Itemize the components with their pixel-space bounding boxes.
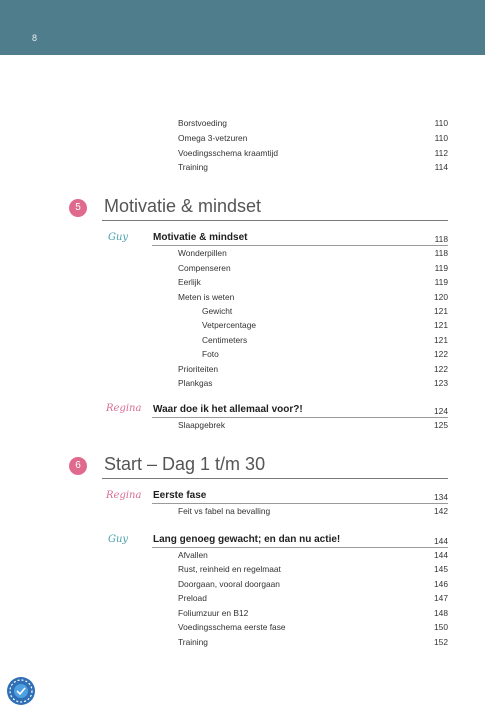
toc-entry[interactable]: Preload: [178, 593, 207, 603]
chapter-divider: [102, 478, 448, 479]
toc-entry-page: 125: [434, 420, 448, 430]
toc-entry-page: 119: [434, 277, 448, 287]
toc-entry-page: 147: [434, 593, 448, 603]
section-title[interactable]: Motivatie & mindset: [153, 232, 248, 243]
toc-entry-page: 121: [434, 320, 448, 330]
toc-entry-page: 150: [434, 622, 448, 632]
toc-entry-page: 110: [434, 118, 448, 128]
toc-entry[interactable]: Training: [178, 637, 208, 647]
toc-entry-page: 120: [434, 292, 448, 302]
toc-subentry[interactable]: Foto: [202, 349, 219, 359]
toc-entry[interactable]: Wonderpillen: [178, 248, 227, 258]
section-page: 144: [434, 536, 448, 546]
toc-entry-page: 122: [434, 349, 448, 359]
chapter-title[interactable]: Start – Dag 1 t/m 30: [104, 454, 266, 474]
header-band: [0, 0, 485, 55]
toc-entry-page: 123: [434, 378, 448, 388]
section-title[interactable]: Lang genoeg gewacht; en dan nu actie!: [153, 534, 341, 545]
chapter-number-badge: 6: [69, 457, 87, 475]
toc-entry-page: 121: [434, 335, 448, 345]
toc-entry[interactable]: Plankgas: [178, 378, 213, 388]
toc-entry-page: 122: [434, 364, 448, 374]
author-label-regina: Regina: [106, 403, 142, 414]
toc-entry-page: 118: [434, 248, 448, 258]
toc-entry[interactable]: Afvallen: [178, 550, 208, 560]
author-label-regina: Regina: [106, 490, 142, 501]
section-page: 124: [434, 406, 448, 416]
toc-entry[interactable]: Feit vs fabel na bevalling: [178, 506, 271, 516]
toc-entry-page: 112: [434, 148, 448, 158]
toc-subentry[interactable]: Gewicht: [202, 306, 233, 316]
toc-entry-page: 145: [434, 564, 448, 574]
toc-subentry[interactable]: Vetpercentage: [202, 320, 257, 330]
toc-entry-page: 144: [434, 550, 448, 560]
toc-entry[interactable]: Compenseren: [178, 263, 231, 273]
toc-entry-page: 114: [434, 162, 448, 172]
toc-subentry[interactable]: Centimeters: [202, 335, 248, 345]
page-number: 8: [32, 33, 38, 43]
author-label-guy: Guy: [108, 232, 129, 243]
toc-entry-page: 110: [434, 133, 448, 143]
toc-entry-page: 146: [434, 579, 448, 589]
toc-entry[interactable]: Rust, reinheid en regelmaat: [178, 564, 281, 574]
toc-entry[interactable]: Foliumzuur en B12: [178, 608, 249, 618]
section-title[interactable]: Waar doe ik het allemaal voor?!: [153, 404, 303, 415]
section-rule: [152, 245, 448, 246]
section-rule: [152, 503, 448, 504]
toc-entry-page: 119: [434, 263, 448, 273]
author-label-guy: Guy: [108, 534, 129, 545]
toc-entry[interactable]: Slaapgebrek: [178, 420, 226, 430]
section-page: 134: [434, 492, 448, 502]
section-page: 118: [434, 234, 448, 244]
toc-entry-page: 142: [434, 506, 448, 516]
bol-com-logo-icon: [6, 676, 36, 706]
toc-entry-page: 152: [434, 637, 448, 647]
chapter-title[interactable]: Motivatie & mindset: [104, 196, 262, 216]
toc-entry[interactable]: Doorgaan, vooral doorgaan: [178, 579, 280, 589]
toc-entry[interactable]: Prioriteiten: [178, 364, 219, 374]
toc-entry[interactable]: Voedingsschema eerste fase: [178, 622, 286, 632]
toc-entry[interactable]: Omega 3-vetzuren: [178, 133, 248, 143]
toc-entry[interactable]: Eerlijk: [178, 277, 201, 287]
toc-entry-page: 121: [434, 306, 448, 316]
chapter-number-badge: 5: [69, 199, 87, 217]
toc-entry[interactable]: Training: [178, 162, 208, 172]
chapter-divider: [102, 220, 448, 221]
toc-entry[interactable]: Borstvoeding: [178, 118, 227, 128]
toc-entry[interactable]: Meten is weten: [178, 292, 235, 302]
section-rule: [152, 547, 448, 548]
section-rule: [152, 417, 448, 418]
toc-entry-page: 148: [434, 608, 448, 618]
toc-entry[interactable]: Voedingsschema kraamtijd: [178, 148, 279, 158]
section-title[interactable]: Eerste fase: [153, 490, 207, 501]
